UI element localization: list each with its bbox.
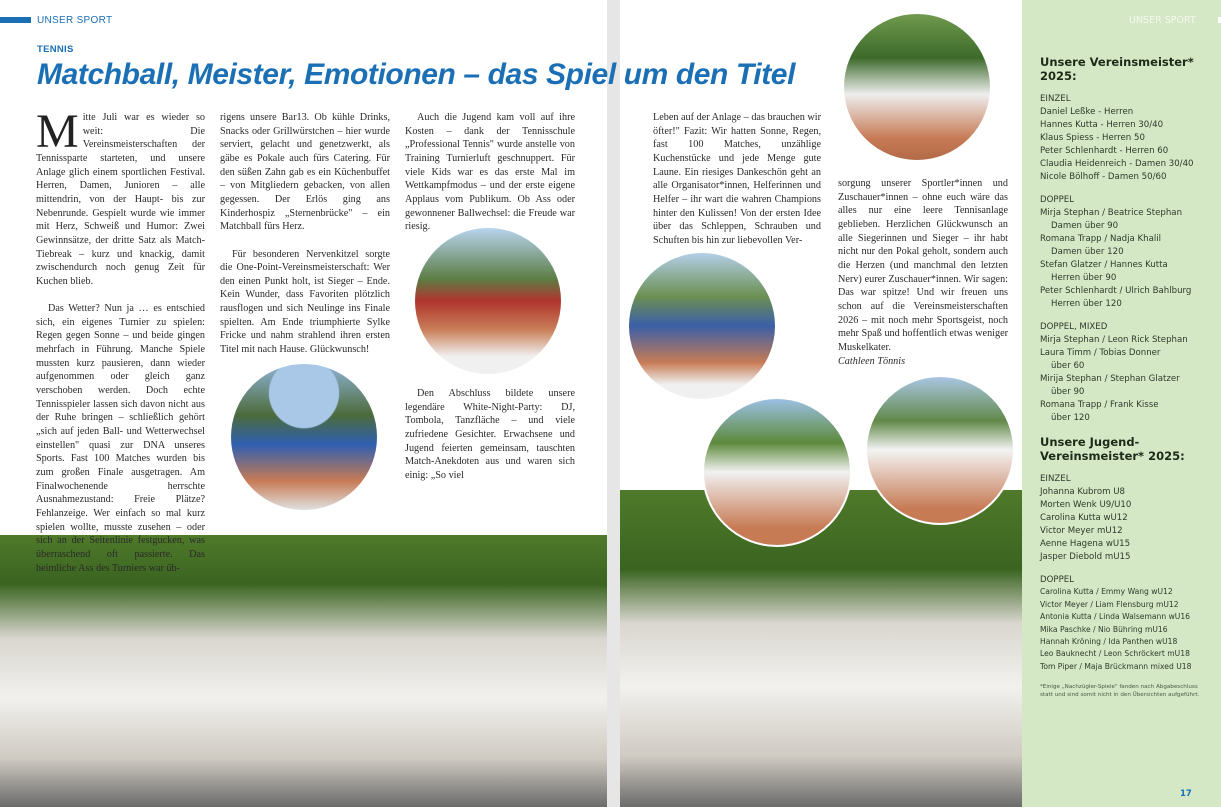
article-title: Matchball, Meister, Emotionen – das Spiel um den Titel — [37, 58, 796, 91]
list-item: Romana Trapp / Nadja Khalil — [1040, 234, 1162, 244]
list-item: Morten Wenk U9/U10 — [1040, 500, 1132, 510]
list-item: Jasper Diebold mU15 — [1040, 552, 1131, 562]
paragraph: Für besonderen Nervenkitzel sorgte die One-Point-Vereinsmeisterschaft: Wer den einen Punkt holt, ist Sieger – Ende. Kein Wunder, dass Favoriten plötzlich rausflogen und sich Neulinge ins Finale spielten. Am Ende triumphierte Sylke Fricke und nahm strahlend ihren ersten Titel mit nach Hause. Glückwunsch! — [220, 248, 390, 356]
article-column-3a — [405, 111, 575, 248]
list-item: Damen über 120 — [1051, 247, 1124, 257]
group-label: DOPPEL — [1040, 575, 1074, 585]
list-item: Damen über 90 — [1051, 221, 1119, 231]
paragraph: Leben auf der Anlage – das brauchen wir öfter!" Fazit: Wir hatten Sonne, Regen, fast 100 Matches, unzählige Kuchenstücke und jede Menge gute Laune. Ein riesiges Dankeschön geht an alle Organisator*innen, Helferinnen und Helfer – ihr wart die wahren Champions hinter den Kulissen! Von der ersten Idee über das Schleppen, Schrauben und Schuften bis hin zur liebevollen Ver- — [653, 112, 821, 246]
list-item: über 120 — [1051, 413, 1090, 423]
sidebar-title-youth: Unsere Jugend-Vereinsmeister* 2025: — [1040, 435, 1185, 463]
article-column-1 — [36, 105, 205, 589]
list-item: Aenne Hagena wU15 — [1040, 539, 1131, 549]
photo-youth-group — [627, 251, 777, 401]
paragraph: rigens unsere Bar13. Ob kühle Drinks, Snacks oder Grillwürstchen – hier wurde serviert, gelacht und genetzwerkt, als gäbe es Pokale auch fürs Catering. Für den süßen Zahn gab es ein Küchenbuffet – von Mitgliedern gebacken, von allen gegessen. Der Erlös ging ans Kinderhospiz „Sternenbrücke" – ein Matchball fürs Herz. — [220, 112, 390, 233]
list-item: Leo Bauknecht / Leon Schröckert mU18 — [1040, 649, 1190, 659]
section-bar — [0, 17, 31, 23]
photo-women-champions — [842, 12, 992, 162]
left-page — [0, 0, 607, 807]
list-item: Hannah Kröning / Ida Panthen wU18 — [1040, 637, 1178, 647]
list-item: Peter Schlenhardt - Herren 60 — [1040, 146, 1169, 156]
group-label: DOPPEL, MIXED — [1040, 322, 1108, 332]
photo-doubles-winners — [229, 362, 379, 512]
group-label: DOPPEL — [1040, 195, 1074, 205]
list-item: Herren über 120 — [1051, 299, 1122, 309]
list-item: Hannes Kutta - Herren 30/40 — [1040, 120, 1164, 130]
article-column-4 — [653, 111, 821, 261]
group-label: EINZEL — [1040, 94, 1071, 104]
page-number: 17 — [1180, 789, 1192, 799]
list-item: Klaus Spiess - Herren 50 — [1040, 133, 1145, 143]
author: Cathleen Tönnis — [838, 355, 906, 367]
category-label: TENNIS — [37, 44, 74, 55]
drop-cap: M — [36, 105, 79, 158]
list-item: Carolina Kutta wU12 — [1040, 513, 1128, 523]
list-item: Mirija Stephan / Stephan Glatzer — [1040, 374, 1180, 384]
list-item: Carolina Kutta / Emmy Wang wU12 — [1040, 587, 1173, 597]
list-item: Romana Trapp / Frank Kisse — [1040, 400, 1159, 410]
sidebar-section-label: UNSER SPORT — [1129, 15, 1196, 26]
list-item: Daniel Leßke - Herren — [1040, 107, 1134, 117]
paragraph: Auch die Jugend kam voll auf ihre Kosten – dank der Tennisschule „Professional Tennis" wurde anstelle von Training Turnierluft geschnuppert. Für viele Kids war es das erste Mal im Wettkampfmodus – und der erste eigene Applaus vom Publikum. Ob Ass oder gewonnener Ballwechsel: die Freude war riesig. — [405, 112, 575, 233]
photo-three-men — [865, 375, 1015, 525]
list-item: Victor Meyer mU12 — [1040, 526, 1123, 536]
list-item: Claudia Heidenreich - Damen 30/40 — [1040, 159, 1194, 169]
list-item: Peter Schlenhardt / Ulrich Bahlburg — [1040, 286, 1192, 296]
list-item: über 60 — [1051, 361, 1085, 371]
paragraph: itte Juli war es wieder so weit: Die Vereinsmeisterschaften der Tennissparte starteten, und unsere Anlage glich einem sportlichen Festival. Herren, Damen, Junioren – alle mittendrin, von der Haupt- bis zur Nebenrunde. Gespielt wurde wie immer mit Herz, Schweiß und Humor: Zwei Gewinnsätze, der dritte Satz als Match-Tiebreak – kurz und knackig, damit zwischendurch noch genug Zeit für Kuchen blieb. — [36, 112, 205, 287]
article-column-2 — [220, 111, 390, 370]
list-item: Laura Timm / Tobias Donner — [1040, 348, 1161, 358]
doppel-list — [1040, 194, 1210, 311]
list-item: Stefan Glatzer / Hannes Kutta — [1040, 260, 1168, 270]
list-item: Antonia Kutta / Linda Walsemann wU16 — [1040, 612, 1191, 622]
article-column-5 — [838, 177, 1008, 368]
list-item: über 90 — [1051, 387, 1085, 397]
group-label: EINZEL — [1040, 474, 1071, 484]
group-photo-right — [620, 490, 1022, 807]
list-item: Johanna Kubrom U8 — [1040, 487, 1125, 497]
list-item: Mika Paschke / Nio Bühring mU16 — [1040, 624, 1168, 634]
list-item: Victor Meyer / Liam Flensburg mU12 — [1040, 599, 1179, 609]
youth-einzel-list — [1040, 473, 1210, 564]
photo-men-white — [702, 397, 852, 547]
list-item: Tom Piper / Maja Brückmann mixed U18 — [1040, 661, 1192, 671]
paragraph: Das Wetter? Nun ja … es entschied sich, ein eigenes Turnier zu spielen: Regen gegen Sonne – und beide gingen mehrfach in Führung. Manche Spiele mussten kurz pausieren, dann wieder aufgenommen oder gleich ganz verschoben werden. Doch echte Tennisspieler lassen sich davon nicht aus der Ruhe bringen – schließlich gehört „sich auf jeden Ball- und Wetterwechsel einstellen" quasi zur DNA unseres Sports. Fast 100 Matches wurden bis zum großen Finale ausgetragen. Am Finalwochenende herrschte Ausnahmezustand: Freie Plätze? Fehlanzeige. Wer einfach so mal kurz spielen wollte, musste zusehen – oder sich an der Seitenlinie festgucken, was überraschend oft passierte. Das heimliche Ass des Turniers war üb- — [36, 303, 205, 574]
youth-doppel-list — [1040, 574, 1210, 673]
list-item: Mirja Stephan / Beatrice Stephan — [1040, 208, 1183, 218]
photo-youth-podium — [413, 226, 563, 376]
article-column-3b — [405, 387, 575, 496]
list-item: Herren über 90 — [1051, 273, 1117, 283]
list-item: Nicole Bölhoff - Damen 50/60 — [1040, 172, 1167, 182]
paragraph: sorgung unserer Sportler*innen und Zuschauer*innen – ohne euch wäre das alles nur eine leere Tennisanlage geblieben. Herzlichen Glückwunsch an alle Siegerinnen und Sieger – ihr habt nicht nur den Pokal geholt, sondern auch die Herzen (und manchmal den letzten Nerv) eurer Zuschauer*innen. Wir sagen: Das war spitze! Und wir freuen uns schon auf die Vereinsmeisterschaften 2026 – mit noch mehr Sportsgeist, noch mehr Spaß und hoffentlich etwas weniger Muskelkater. — [838, 178, 1008, 353]
section-label: UNSER SPORT — [37, 15, 113, 26]
paragraph: Den Abschluss bildete unsere legendäre White-Night-Party: DJ, Tombola, Tanzfläche – und viele zufriedene Gesichter. Erwachsene und Jugend feierten gemeinsam, tauschten Match-Anekdoten aus und waren sich einig: „So viel — [405, 388, 575, 481]
sidebar-title-adults: Unsere Vereinsmeister* 2025: — [1040, 55, 1194, 83]
einzel-list — [1040, 93, 1210, 184]
mixed-list — [1040, 321, 1210, 425]
winners-sidebar — [1022, 0, 1221, 807]
footnote: *Einige „Nachzügler-Spiele" fanden nach Abgabeschluss statt und sind somit nicht in den Übersichten aufgeführt. — [1040, 684, 1200, 699]
list-item: Mirja Stephan / Leon Rick Stephan — [1040, 335, 1188, 345]
